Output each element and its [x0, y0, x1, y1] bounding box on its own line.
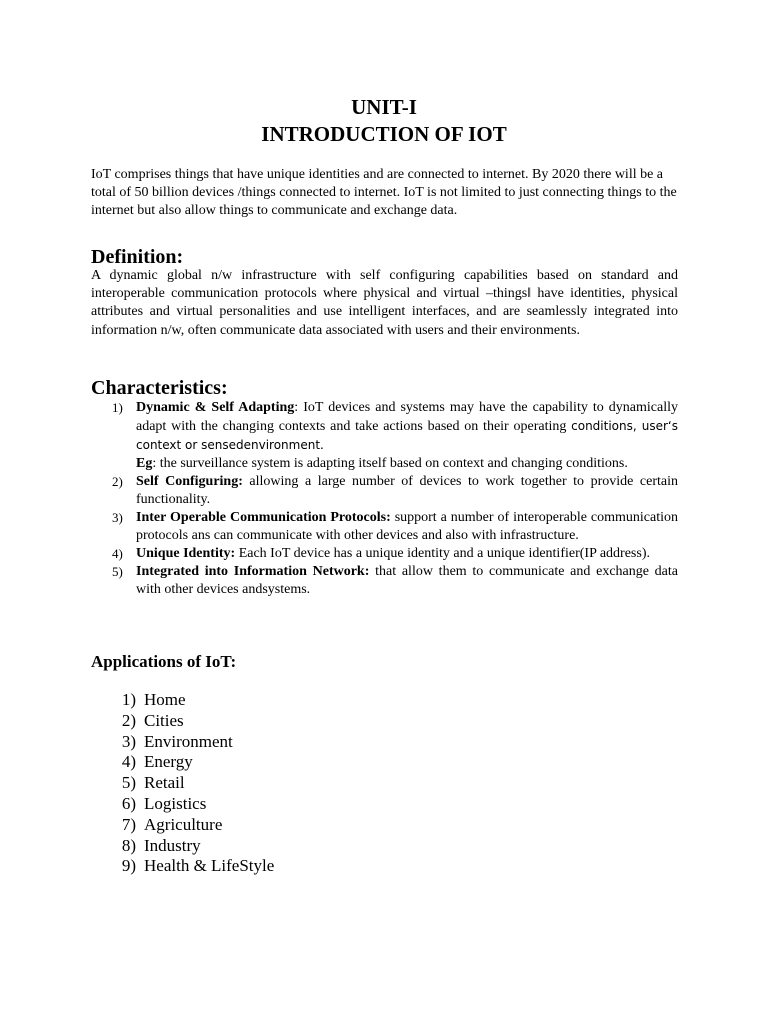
- characteristic-term: Inter Operable Communication Protocols:: [136, 510, 391, 525]
- intro-paragraph: IoT comprises things that have unique identities and are connected to internet. By 2020 there will be a total of 50 billion devices /things connected to internet. IoT is not limited to just connecting things to the internet but also allow things to communicate and exchange data.: [91, 167, 677, 219]
- definition-paragraph: A dynamic global n/w infrastructure with self configuring capabilities based on standard and interoperable communication protocols where physical and virtual –things‖ have identities, physical attributes and virtual personalities and use intelligent interfaces, and are seamlessly integrated into information n/w, often communicate data associated with users and their environments.: [91, 268, 678, 338]
- application-label: Logistics: [144, 793, 207, 813]
- characteristic-end: .: [320, 438, 324, 453]
- list-number: 1): [121, 690, 136, 709]
- characteristic-context-text: conditions, user‘s context or sensedenvironment: [136, 419, 678, 452]
- application-label: Cities: [144, 710, 184, 730]
- list-number: 9): [121, 856, 136, 876]
- characteristic-term: Integrated into Information Network:: [136, 564, 370, 579]
- list-item: [112, 815, 274, 836]
- list-item: [91, 399, 678, 473]
- list-number: 7): [121, 814, 136, 834]
- list-item-body: [136, 399, 678, 473]
- list-item-body: [136, 563, 678, 599]
- characteristics-list: [91, 399, 678, 599]
- characteristic-term: Unique Identity:: [136, 546, 236, 561]
- applications-list: [112, 690, 274, 877]
- list-item: [91, 473, 678, 509]
- unit-title: UNIT-I: [351, 95, 417, 119]
- list-number: 8): [121, 835, 136, 855]
- list-item: [91, 545, 678, 563]
- application-label: Home: [144, 690, 186, 709]
- characteristic-text: IoT devices and systems may have the capability to dynamically adapt with the changing contexts and take actions based on their operating: [136, 400, 679, 434]
- application-label: Energy: [144, 752, 193, 772]
- application-label: Agriculture: [144, 814, 223, 834]
- list-item: [112, 836, 274, 857]
- applications-heading: Applications of IoT:: [91, 652, 237, 671]
- definition-heading: Definition:: [91, 246, 184, 268]
- list-item: [112, 711, 274, 732]
- list-item: [112, 773, 274, 794]
- list-number: 5): [121, 773, 136, 793]
- term-separator: :: [294, 400, 304, 415]
- list-item: [112, 690, 274, 711]
- characteristic-text: that allow them to communicate and exchange data with other devices andsystems.: [136, 564, 679, 597]
- list-number: 1): [112, 400, 123, 415]
- list-number: 2): [121, 710, 136, 730]
- list-item-body: [136, 545, 678, 563]
- list-number: 6): [121, 793, 136, 813]
- list-number: 5): [112, 564, 123, 579]
- list-item-body: [136, 509, 678, 545]
- list-item: [112, 752, 274, 773]
- list-item: [112, 794, 274, 815]
- characteristic-term: Dynamic & Self Adapting: [136, 400, 295, 415]
- list-number: 4): [112, 546, 123, 561]
- list-item: [91, 563, 678, 599]
- example-label: Eg: [136, 456, 153, 471]
- list-number: 3): [121, 731, 136, 751]
- characteristic-text: Each IoT device has a unique identity and a unique identifier(IP address).: [235, 546, 650, 561]
- document-title: INTRODUCTION OF IOT: [261, 122, 507, 146]
- list-item: [91, 509, 678, 545]
- application-label: Environment: [144, 731, 233, 751]
- list-item: [112, 732, 274, 753]
- list-number: 4): [121, 752, 136, 772]
- list-number: 3): [112, 510, 123, 525]
- characteristics-heading: Characteristics:: [91, 377, 228, 399]
- characteristic-term: Self Configuring:: [136, 474, 243, 489]
- characteristic-text: allowing a large number of devices to work together to provide certain functionality.: [136, 474, 678, 507]
- application-label: Industry: [144, 835, 201, 855]
- list-item: [112, 856, 274, 877]
- application-label: Retail: [144, 773, 185, 793]
- list-number: 2): [112, 474, 123, 489]
- characteristic-text: support a number of interoperable communication protocols ans can communicate with other devices and also with infrastructure.: [136, 510, 678, 543]
- example-text: : the surveillance system is adapting itself based on context and changing conditions.: [152, 456, 628, 471]
- list-item-body: [136, 473, 678, 509]
- application-label: Health & LifeStyle: [144, 856, 275, 876]
